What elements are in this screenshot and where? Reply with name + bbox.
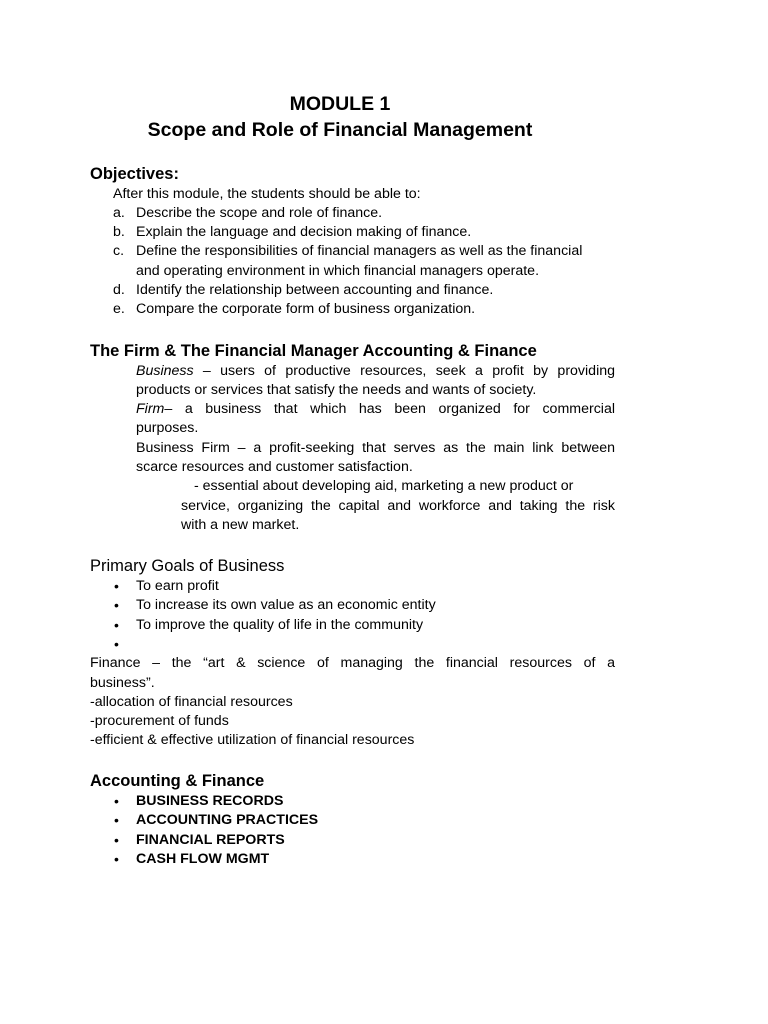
goal-item: To increase its own value as an economic entity [136,597,436,614]
module-number: MODULE 1 [289,93,391,115]
objectives-heading: Objectives: [90,165,179,183]
objective-marker: d. [113,282,125,298]
bullet-icon: • [114,578,119,594]
firm-section-heading: The Firm & The Financial Manager Accounting & Finance [90,342,537,360]
bullet-icon: • [114,635,119,652]
bullet-icon: • [114,831,119,848]
firm-definition [136,400,615,419]
objective-marker: e. [113,301,125,318]
bullet-icon: • [114,616,119,633]
objective-marker: a. [113,204,125,221]
finance-definition: Finance – the “art & science of managing the financial resources of a [90,655,615,672]
module-title: Scope and Role of Financial Management [147,119,533,141]
essential-note: - essential about developing aid, marketing a new product or [194,478,574,495]
objective-item: Define the responsibilities of financial managers as well as the financial [136,243,583,260]
bullet-icon: • [114,850,119,867]
objectives-intro: After this module, the students should be able to: [113,185,421,202]
accounting-item: CASH FLOW MGMT [136,850,270,867]
bullet-icon: • [114,793,119,809]
finance-note: -allocation of financial resources [90,693,293,710]
bullet-icon: • [114,812,119,829]
essential-note-continued: with a new market. [181,516,300,533]
accounting-item: ACCOUNTING PRACTICES [136,812,319,829]
accounting-item: FINANCIAL REPORTS [136,831,285,848]
firm-term: Firm [136,401,165,418]
goal-item: To improve the quality of life in the community [136,616,424,633]
objective-marker: b. [113,224,125,241]
bullet-icon: • [114,597,119,614]
accounting-item: BUSINESS RECORDS [136,793,284,809]
objective-marker: c. [113,243,125,260]
finance-note: -procurement of funds [90,713,229,730]
business-definition-text: – users of productive resources, seek a profit by providing [193,362,615,379]
objective-item: Describe the scope and role of finance. [136,204,383,221]
business-definition [136,362,615,381]
objective-item: Explain the language and decision making of finance. [136,224,472,241]
business-definition-continued: products or services that satisfy the needs and wants of society. [136,381,537,398]
firm-definition-continued: purposes. [136,420,199,437]
finance-definition-continued: business”. [90,674,155,691]
essential-note-continued: service, organizing the capital and workforce and taking the risk [181,497,615,514]
goals-heading: Primary Goals of Business [90,557,285,575]
objective-item-continued: and operating environment in which financial managers operate. [136,262,540,279]
objective-item: Compare the corporate form of business organization. [136,301,476,318]
finance-note: -efficient & effective utilization of financial resources [90,732,415,749]
business-firm-definition-continued: scarce resources and customer satisfaction. [136,459,413,475]
firm-definition-text: – a business that which has been organized for commercial [164,401,615,418]
business-term: Business [136,362,194,379]
accounting-heading: Accounting & Finance [90,772,265,790]
goal-item: To earn profit [136,578,219,594]
objective-item: Identify the relationship between accounting and finance. [136,282,494,298]
business-firm-definition: Business Firm – a profit-seeking that serves as the main link between [136,439,615,456]
